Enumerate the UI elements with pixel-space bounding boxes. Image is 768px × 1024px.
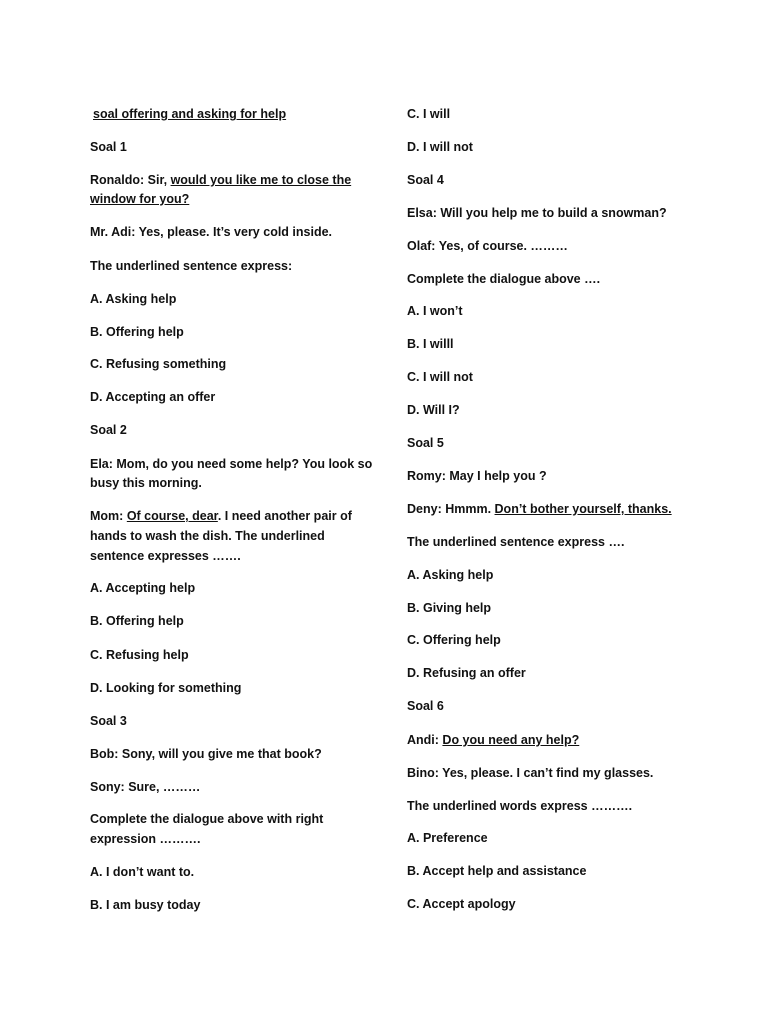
question-6-option-b: B. Accept help and assistance [407,864,587,878]
question-3-dialogue-line: Sony: Sure, ……… [90,780,201,794]
question-2-dialogue-line: Ela: Mom, do you need some help? You look so [90,457,373,471]
underlined-phrase-continued: window for you? [90,192,190,206]
question-3-option-d: D. I will not [407,140,473,154]
question-6-heading: Soal 6 [407,699,444,713]
question-2-option-a: A. Accepting help [90,581,196,595]
question-2-dialogue-line: busy this morning. [90,476,202,490]
question-1-dialogue-line: Mr. Adi: Yes, please. It’s very cold inside. [90,225,332,239]
question-3-prompt: Complete the dialogue above with right [90,812,324,826]
question-5-dialogue-line: Deny: Hmmm. Don’t bother yourself, thanks. [407,502,672,516]
question-2-option-c: C. Refusing help [90,648,189,662]
underlined-phrase: would you like me to close the [170,173,352,187]
question-4-prompt: Complete the dialogue above …. [407,272,601,286]
question-5-dialogue-line: Romy: May I help you ? [407,469,547,483]
question-2-prompt: sentence expresses ……. [90,549,241,563]
question-6-dialogue-line: Bino: Yes, please. I can’t find my glasses. [407,766,654,780]
underlined-phrase: Do you need any help? [442,733,580,747]
question-2-option-b: B. Offering help [90,614,184,628]
question-5-option-a: A. Asking help [407,568,494,582]
question-1-option-a: A. Asking help [90,292,177,306]
question-6-dialogue-line: Andi: Do you need any help? [407,733,580,747]
question-2-option-d: D. Looking for something [90,681,242,695]
question-2-heading: Soal 2 [90,423,127,437]
question-4-heading: Soal 4 [407,173,444,187]
question-5-option-c: C. Offering help [407,633,501,647]
question-5-heading: Soal 5 [407,436,444,450]
question-3-heading: Soal 3 [90,714,127,728]
question-4-option-b: B. I willl [407,337,454,351]
question-1-option-c: C. Refusing something [90,357,227,371]
question-3-prompt-continued: expression ………. [90,832,201,846]
question-3-option-b: B. I am busy today [90,898,201,912]
question-4-option-c: C. I will not [407,370,473,384]
question-4-dialogue-line: Olaf: Yes, of course. ……… [407,239,568,253]
question-6-option-a: A. Preference [407,831,488,845]
question-3-dialogue-line: Bob: Sony, will you give me that book? [90,747,322,761]
question-2-dialogue-line: Mom: Of course, dear. I need another pair of [90,509,352,523]
underlined-phrase: Don’t bother yourself, thanks. [494,502,672,516]
question-5-prompt: The underlined sentence express …. [407,535,625,549]
question-1-option-d: D. Accepting an offer [90,390,216,404]
question-1-heading: Soal 1 [90,140,127,154]
question-3-option-a: A. I don’t want to. [90,865,195,879]
question-3-option-c: C. I will [407,107,451,121]
question-1-option-b: B. Offering help [90,325,184,339]
document-title: soal offering and asking for help [93,107,287,121]
question-4-option-d: D. Will I? [407,403,460,417]
question-6-option-c: C. Accept apology [407,897,516,911]
question-4-option-a: A. I won’t [407,304,463,318]
question-4-dialogue-line: Elsa: Will you help me to build a snowman? [407,206,667,220]
question-2-dialogue-line: hands to wash the dish. The underlined [90,529,325,543]
question-1-prompt: The underlined sentence express: [90,259,293,273]
question-5-option-d: D. Refusing an offer [407,666,526,680]
underlined-phrase: Of course, dear [126,509,218,523]
question-6-prompt: The underlined words express ………. [407,799,633,813]
question-1-dialogue-line: Ronaldo: Sir, would you like me to close the [90,173,352,187]
question-5-option-b: B. Giving help [407,601,492,615]
